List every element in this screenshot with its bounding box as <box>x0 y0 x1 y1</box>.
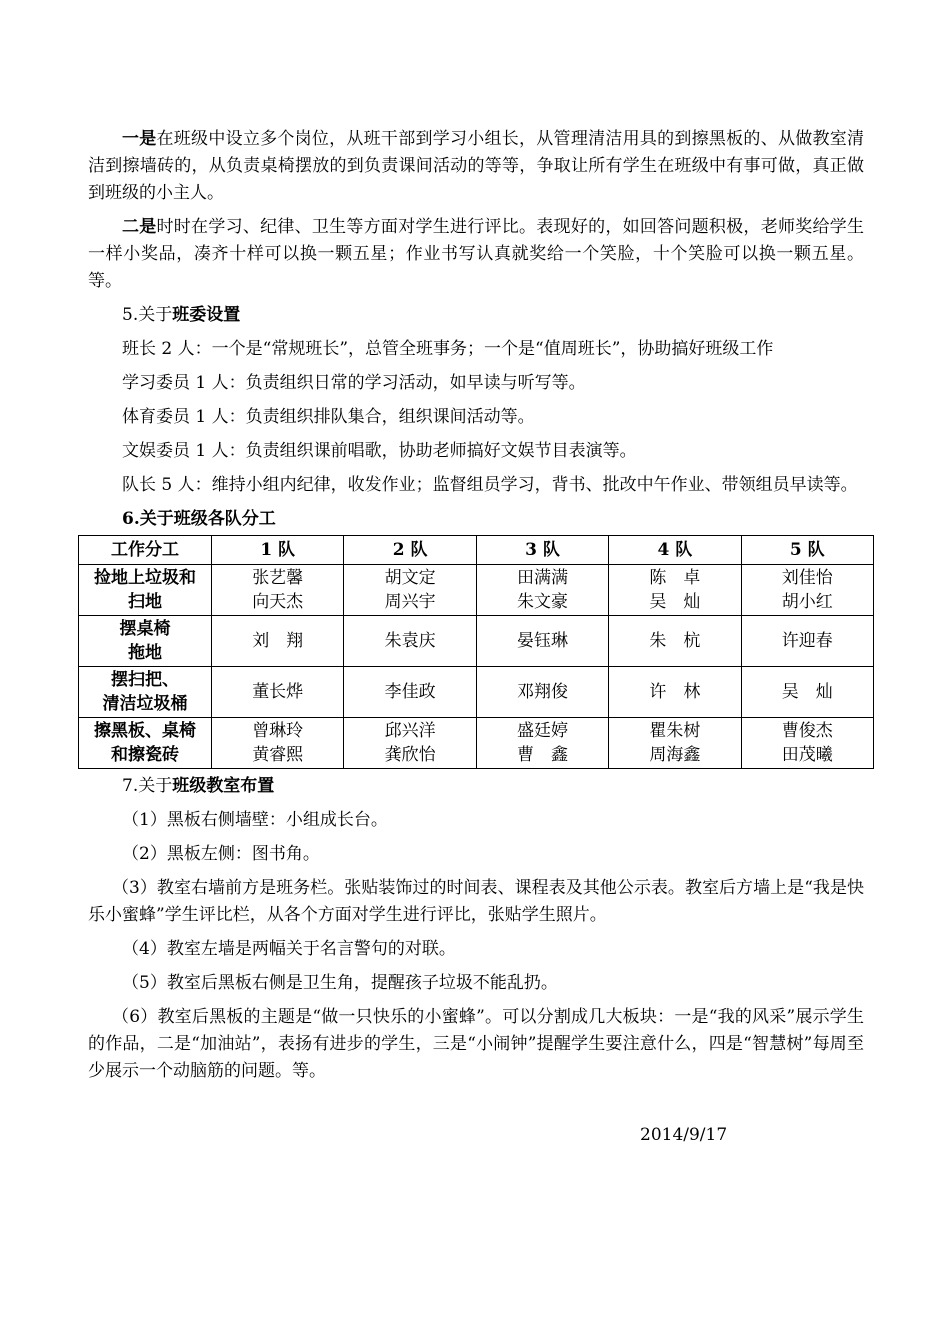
member-cell: 朱 杭 <box>609 616 741 667</box>
member-name: 瞿朱树 <box>649 721 701 741</box>
paragraph-one <box>88 126 864 207</box>
task-line: 拖地 <box>128 643 162 663</box>
member-name: 周兴宇 <box>384 592 436 612</box>
lead-one: 一是 <box>122 129 157 149</box>
layout-item: （6）教室后黑板的主题是“做一只快乐的小蜜蜂”。可以分割成几大板块：一是“我的风采”展示学生的作品，二是“加油站”，表扬有进步的学生，三是“小闹钟”提醒学生要注意什么，四是“智慧树”每周至少展示一个动脑筋的问题。等。 <box>88 1007 864 1081</box>
section-6-heading: 6.关于班级各队分工 <box>122 509 276 529</box>
section-5-prefix: 5.关于 <box>122 305 173 325</box>
paragraph-two-text: 时时在学习、纪律、卫生等方面对学生进行评比。表现好的，如回答问题积极，老师奖给学生一样小奖品，凑齐十样可以换一颗五星；作业书写认真就奖给一个笑脸，十个笑脸可以换一颗五星。等。 <box>88 217 865 291</box>
member-cell <box>344 565 476 616</box>
committee-line: 学习委员 1 人：负责组织日常的学习活动，如早读与听写等。 <box>122 373 586 393</box>
member-name: 刘佳怡 <box>781 568 833 588</box>
member-name: 田茂曦 <box>781 745 833 765</box>
member-name: 张艺馨 <box>252 568 304 588</box>
paragraph-one-text: 在班级中设立多个岗位，从班干部到学习小组长，从管理清洁用具的到擦黑板的、从做教室清洁到擦墙砖的，从负责桌椅摆放的到负责课间活动的等等，争取让所有学生在班级中有事可做，真正做到班级的小主人。 <box>88 129 865 203</box>
task-line: 摆桌椅 <box>119 619 171 639</box>
member-cell <box>476 565 608 616</box>
member-name: 吴 灿 <box>649 592 701 612</box>
task-line: 摆扫把、 <box>111 670 179 690</box>
member-name: 盛廷婷 <box>516 721 568 741</box>
table-row <box>79 718 874 769</box>
task-cell <box>79 718 212 769</box>
task-line: 和擦瓷砖 <box>111 745 179 765</box>
table-header-cell: 3 队 <box>476 536 608 565</box>
section-7-prefix: 7.关于 <box>122 776 173 796</box>
table-header-row <box>79 536 874 565</box>
member-name: 黄睿熙 <box>252 745 304 765</box>
member-cell <box>476 718 608 769</box>
document-date: 2014/9/17 <box>640 1125 728 1145</box>
layout-item: （3）教室右墙前方是班务栏。张贴装饰过的时间表、课程表及其他公示表。教室后方墙上是“我是快乐小蜜蜂”学生评比栏，从各个方面对学生进行评比，张贴学生照片。 <box>88 878 864 925</box>
member-cell: 朱袁庆 <box>344 616 476 667</box>
task-line: 擦黑板、桌椅 <box>94 721 196 741</box>
section-5-heading <box>88 302 864 329</box>
committee-line: 队长 5 人：维持小组内纪律，收发作业；监督组员学习，背书、批改中午作业、带领组员早读等。 <box>122 475 858 495</box>
member-cell <box>344 718 476 769</box>
table-row <box>79 667 874 718</box>
member-name: 胡文定 <box>384 568 436 588</box>
committee-line: 文娱委员 1 人：负责组织课前唱歌，协助老师搞好文娱节目表演等。 <box>122 441 637 461</box>
table-header-cell: 5 队 <box>741 536 873 565</box>
task-cell <box>79 616 212 667</box>
member-cell <box>741 718 873 769</box>
layout-item: （5）教室后黑板右侧是卫生角，提醒孩子垃圾不能乱扔。 <box>122 973 558 993</box>
member-cell <box>609 718 741 769</box>
member-cell: 董长烨 <box>212 667 344 718</box>
member-cell: 许 林 <box>609 667 741 718</box>
member-name: 曹 鑫 <box>516 745 568 765</box>
table-header-cell: 2 队 <box>344 536 476 565</box>
member-name: 曹俊杰 <box>781 721 833 741</box>
section-5-title: 班委设置 <box>172 305 241 325</box>
task-line: 清洁垃圾桶 <box>102 694 188 714</box>
layout-item: （1）黑板右侧墙壁：小组成长台。 <box>122 810 388 830</box>
task-line: 扫地 <box>128 592 162 612</box>
member-cell: 吴 灿 <box>741 667 873 718</box>
member-name: 田满满 <box>516 568 568 588</box>
committee-line: 班长 2 人：一个是“常规班长”，总管全班事务；一个是“值周班长”，协助搞好班级工作 <box>122 339 774 359</box>
section-7-heading <box>88 773 864 800</box>
table-row <box>79 565 874 616</box>
section-7-title: 班级教室布置 <box>172 776 275 796</box>
document-page <box>88 126 864 1092</box>
table-header-cell: 4 队 <box>609 536 741 565</box>
member-name: 周海鑫 <box>649 745 701 765</box>
lead-two: 二是 <box>122 217 157 237</box>
member-cell <box>212 565 344 616</box>
member-cell: 李佳政 <box>344 667 476 718</box>
table-header-cell: 工作分工 <box>79 536 212 565</box>
member-name: 向天杰 <box>252 592 304 612</box>
layout-item: （2）黑板左侧：图书角。 <box>122 844 320 864</box>
member-name: 龚欣怡 <box>384 745 436 765</box>
layout-item: （4）教室左墙是两幅关于名言警句的对联。 <box>122 939 456 959</box>
member-name: 曾琳玲 <box>252 721 304 741</box>
task-line: 捡地上垃圾和 <box>94 568 196 588</box>
duty-table <box>78 535 874 769</box>
member-cell <box>212 718 344 769</box>
member-name: 朱文豪 <box>516 592 568 612</box>
member-name: 陈 卓 <box>649 568 701 588</box>
task-cell <box>79 667 212 718</box>
table-row <box>79 616 874 667</box>
member-cell <box>741 565 873 616</box>
member-cell: 许迎春 <box>741 616 873 667</box>
member-cell: 晏钰琳 <box>476 616 608 667</box>
member-name: 胡小红 <box>781 592 833 612</box>
table-header-cell: 1 队 <box>212 536 344 565</box>
task-cell <box>79 565 212 616</box>
paragraph-two <box>88 214 864 295</box>
member-cell: 刘 翔 <box>212 616 344 667</box>
committee-line: 体育委员 1 人：负责组织排队集合，组织课间活动等。 <box>122 407 535 427</box>
member-cell <box>609 565 741 616</box>
member-name: 邱兴洋 <box>384 721 436 741</box>
member-cell: 邓翔俊 <box>476 667 608 718</box>
